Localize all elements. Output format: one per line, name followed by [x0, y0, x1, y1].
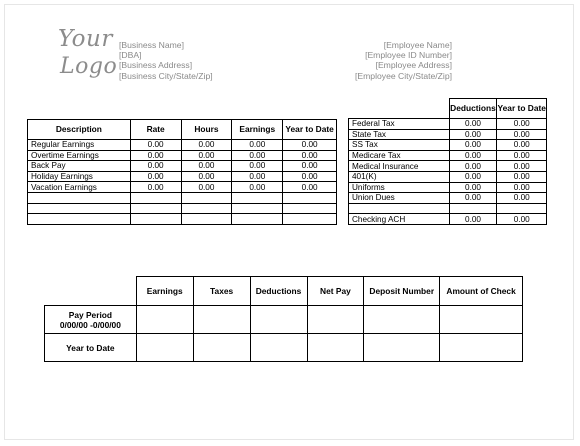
earnings-ytd-cell: 0.00 [283, 171, 337, 182]
table-row [28, 161, 337, 172]
earnings-ytd-cell [283, 203, 337, 214]
earnings-rate-cell: 0.00 [130, 140, 181, 151]
pay-period-label: Pay Period [68, 309, 113, 320]
earnings-header-earnings: Earnings [232, 120, 283, 140]
earnings-hours-cell [181, 192, 232, 203]
table-row [349, 203, 547, 214]
table-row [28, 182, 337, 193]
deduction-amount-cell: 0.00 [449, 129, 497, 140]
earnings-amount-cell: 0.00 [232, 140, 283, 151]
company-logo [56, 26, 116, 82]
deduction-amount-cell: 0.00 [449, 193, 497, 204]
earnings-rate-cell: 0.00 [130, 150, 181, 161]
table-row [28, 140, 337, 151]
deduction-description-cell: Federal Tax [349, 119, 450, 130]
table-row [349, 182, 547, 193]
earnings-ytd-cell: 0.00 [283, 140, 337, 151]
earnings-amount-cell: 0.00 [232, 161, 283, 172]
summary-header-earnings: Earnings [136, 277, 193, 306]
earnings-description-cell: Regular Earnings [28, 140, 131, 151]
deductions-header-deductions: Deductions [449, 99, 497, 119]
deduction-description-cell: Checking ACH [349, 214, 450, 225]
pay-period-label-cell [45, 306, 137, 334]
earnings-hours-cell: 0.00 [181, 140, 232, 151]
pay-period-deductions-cell [250, 306, 307, 334]
deduction-description-cell: SS Tax [349, 140, 450, 151]
earnings-description-cell: Overtime Earnings [28, 150, 131, 161]
earnings-description-cell: Vacation Earnings [28, 182, 131, 193]
table-row [349, 150, 547, 161]
earnings-ytd-cell: 0.00 [283, 150, 337, 161]
ytd-deposit-number-cell [364, 334, 440, 362]
earnings-hours-cell: 0.00 [181, 161, 232, 172]
deduction-ytd-cell: 0.00 [497, 182, 547, 193]
deduction-amount-cell: 0.00 [449, 214, 497, 225]
table-row [349, 140, 547, 151]
earnings-ytd-cell: 0.00 [283, 161, 337, 172]
deduction-amount-cell: 0.00 [449, 161, 497, 172]
business-name: [Business Name] [119, 40, 184, 50]
earnings-header-rate: Rate [130, 120, 181, 140]
deduction-description-cell [349, 203, 450, 214]
earnings-amount-cell [232, 214, 283, 225]
deductions-header-year-to-date: Year to Date [497, 99, 547, 119]
earnings-rate-cell [130, 192, 181, 203]
table-row [28, 192, 337, 203]
earnings-ytd-cell: 0.00 [283, 182, 337, 193]
earnings-header-row [28, 120, 337, 140]
earnings-rate-cell: 0.00 [130, 161, 181, 172]
table-row [349, 193, 547, 204]
earnings-hours-cell [181, 203, 232, 214]
earnings-rate-cell: 0.00 [130, 171, 181, 182]
table-row [28, 150, 337, 161]
earnings-description-cell [28, 192, 131, 203]
deduction-amount-cell: 0.00 [449, 182, 497, 193]
deductions-header-row [349, 99, 547, 119]
deduction-ytd-cell: 0.00 [497, 161, 547, 172]
ytd-amount-of-check-cell [440, 334, 523, 362]
employee-info [355, 40, 452, 81]
deduction-description-cell: 401(K) [349, 171, 450, 182]
deduction-description-cell: Union Dues [349, 193, 450, 204]
earnings-hours-cell: 0.00 [181, 182, 232, 193]
deduction-amount-cell: 0.00 [449, 171, 497, 182]
earnings-rate-cell: 0.00 [130, 182, 181, 193]
year-to-date-row [45, 334, 523, 362]
earnings-rate-cell [130, 214, 181, 225]
pay-period-amount-of-check-cell [440, 306, 523, 334]
deductions-header-blank [349, 99, 450, 119]
deduction-ytd-cell: 0.00 [497, 193, 547, 204]
summary-header-net-pay: Net Pay [307, 277, 364, 306]
earnings-description-cell [28, 214, 131, 225]
earnings-amount-cell: 0.00 [232, 150, 283, 161]
earnings-hours-cell [181, 214, 232, 225]
deduction-description-cell: Uniforms [349, 182, 450, 193]
table-row [349, 129, 547, 140]
earnings-rate-cell [130, 203, 181, 214]
earnings-header-year-to-date: Year to Date [283, 120, 337, 140]
summary-header-blank [45, 277, 137, 306]
summary-header-deductions: Deductions [250, 277, 307, 306]
pay-period-row [45, 306, 523, 334]
year-to-date-label: Year to Date [45, 334, 137, 362]
table-row [28, 203, 337, 214]
pay-period-range: 0/00/00 -0/00/00 [59, 319, 121, 330]
deduction-amount-cell [449, 203, 497, 214]
business-dba: [DBA] [119, 50, 142, 61]
earnings-table [27, 119, 337, 225]
employee-city-state-zip: [Employee City/State/Zip] [355, 70, 452, 81]
earnings-header-hours: Hours [181, 120, 232, 140]
deduction-description-cell: Medicare Tax [349, 150, 450, 161]
summary-header-taxes: Taxes [193, 277, 250, 306]
deduction-ytd-cell: 0.00 [497, 129, 547, 140]
business-city-state-zip: [Business City/State/Zip] [119, 70, 213, 81]
deductions-table [348, 98, 547, 225]
earnings-description-cell: Holiday Earnings [28, 171, 131, 182]
summary-header-deposit-number: Deposit Number [364, 277, 440, 306]
ytd-earnings-cell [136, 334, 193, 362]
table-row [349, 161, 547, 172]
table-row [349, 214, 547, 225]
summary-header-amount-of-check: Amount of Check [440, 277, 523, 306]
deduction-amount-cell: 0.00 [449, 150, 497, 161]
earnings-description-cell [28, 203, 131, 214]
earnings-amount-cell: 0.00 [232, 182, 283, 193]
pay-period-deposit-number-cell [364, 306, 440, 334]
pay-period-earnings-cell [136, 306, 193, 334]
ytd-net-pay-cell [307, 334, 364, 362]
deduction-ytd-cell: 0.00 [497, 119, 547, 130]
pay-summary-table [44, 276, 523, 362]
deduction-description-cell: Medical Insurance [349, 161, 450, 172]
employee-name: [Employee Name] [383, 40, 452, 50]
table-row [349, 119, 547, 130]
employee-id-number: [Employee ID Number] [365, 50, 452, 61]
pay-period-net-pay-cell [307, 306, 364, 334]
deduction-ytd-cell [497, 203, 547, 214]
earnings-amount-cell [232, 192, 283, 203]
business-info [119, 40, 213, 81]
earnings-ytd-cell [283, 214, 337, 225]
earnings-hours-cell: 0.00 [181, 171, 232, 182]
logo-line-1: Your [58, 26, 113, 52]
earnings-amount-cell [232, 203, 283, 214]
deduction-ytd-cell: 0.00 [497, 140, 547, 151]
table-row [28, 214, 337, 225]
table-row [28, 171, 337, 182]
business-address: [Business Address] [119, 60, 193, 71]
deduction-description-cell: State Tax [349, 129, 450, 140]
pay-period-taxes-cell [193, 306, 250, 334]
earnings-header-description: Description [28, 120, 131, 140]
deduction-amount-cell: 0.00 [449, 140, 497, 151]
ytd-deductions-cell [250, 334, 307, 362]
table-row [349, 171, 547, 182]
earnings-hours-cell: 0.00 [181, 150, 232, 161]
earnings-ytd-cell [283, 192, 337, 203]
logo-line-2: Logo [60, 54, 118, 79]
summary-header-row [45, 277, 523, 306]
earnings-description-cell: Back Pay [28, 161, 131, 172]
deduction-ytd-cell: 0.00 [497, 150, 547, 161]
employee-address: [Employee Address] [375, 60, 452, 71]
ytd-taxes-cell [193, 334, 250, 362]
earnings-amount-cell: 0.00 [232, 171, 283, 182]
deduction-amount-cell: 0.00 [449, 119, 497, 130]
deduction-ytd-cell: 0.00 [497, 171, 547, 182]
deduction-ytd-cell: 0.00 [497, 214, 547, 225]
